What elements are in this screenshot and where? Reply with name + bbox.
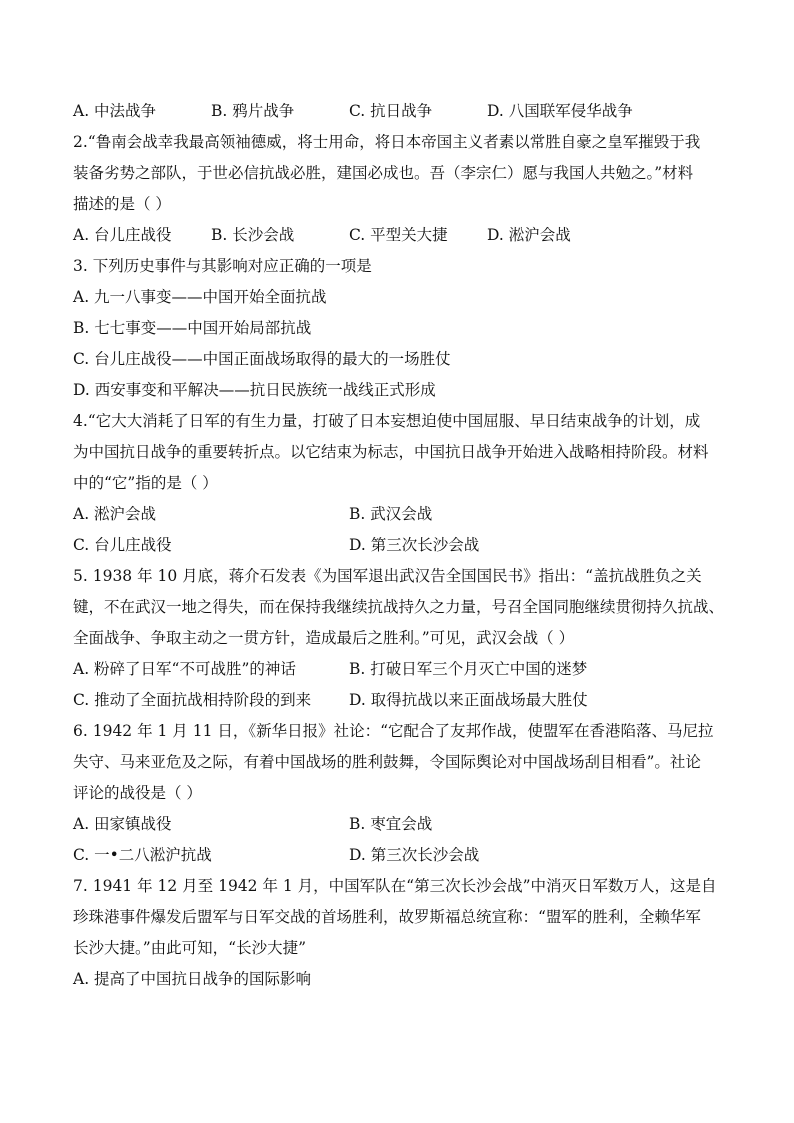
q2-stem-line: 装备劣势之部队，于世必信抗战必胜，建国必成也。吾（李宗仁）愿与我国人共勉之。”材料 — [73, 164, 694, 182]
q4-option-a[interactable]: A. 淞沪会战 — [73, 505, 157, 523]
q6-options-row-2 — [73, 840, 723, 871]
q3-option-c[interactable]: C. 台儿庄战役——中国正面战场取得的最大的一场胜仗 — [73, 350, 451, 368]
q4-options-row-1 — [73, 499, 723, 530]
q5-option-c[interactable]: C. 推动了全面抗战相持阶段的到来 — [73, 691, 312, 709]
q1-option-c[interactable]: C. 抗日战争 — [349, 102, 433, 120]
q3-option-b[interactable]: B. 七七事变——中国开始局部抗战 — [73, 319, 312, 337]
q7-stem — [73, 871, 723, 964]
q5-options-row-2 — [73, 685, 723, 716]
q6-stem-line: 6. 1942 年 1 月 11 日，《新华日报》社论：“它配合了友邦作战，使盟军在香港陷落、马尼拉 — [73, 722, 714, 740]
q4-option-b[interactable]: B. 武汉会战 — [349, 505, 433, 523]
q3-option-a[interactable]: A. 九一八事变——中国开始全面抗战 — [73, 288, 327, 306]
q2-stem — [73, 127, 723, 220]
q5-stem — [73, 561, 723, 654]
q3-stem: 3. 下列历史事件与其影响对应正确的一项是 — [73, 257, 372, 275]
question-list — [73, 96, 723, 995]
q6-option-b[interactable]: B. 枣宜会战 — [349, 815, 433, 833]
q4-stem-line: 为中国抗日战争的重要转折点。以它结束为标志，中国抗日战争开始进入战略相持阶段。材料 — [73, 443, 709, 461]
q4-option-d[interactable]: D. 第三次长沙会战 — [349, 536, 480, 554]
q4-options-row-2 — [73, 530, 723, 561]
q7-option-a[interactable]: A. 提高了中国抗日战争的国际影响 — [73, 970, 312, 988]
q4-stem-line: 中的“它”指的是（ ） — [73, 474, 218, 492]
q2-option-b[interactable]: B. 长沙会战 — [211, 226, 295, 244]
q6-option-d[interactable]: D. 第三次长沙会战 — [349, 846, 480, 864]
q3-option-d[interactable]: D. 西安事变和平解决——抗日民族统一战线正式形成 — [73, 381, 436, 399]
q6-stem-line: 评论的战役是（ ） — [73, 784, 202, 802]
q1-option-d[interactable]: D. 八国联军侵华战争 — [487, 102, 633, 120]
q6-stem — [73, 716, 723, 809]
q1-options — [73, 96, 723, 127]
q6-option-c[interactable]: C. 一•二八淞沪抗战 — [73, 846, 212, 864]
q2-option-d[interactable]: D. 淞沪会战 — [487, 226, 571, 244]
q6-options-row-1 — [73, 809, 723, 840]
q1-option-b[interactable]: B. 鸦片战争 — [211, 102, 295, 120]
q4-stem — [73, 406, 723, 499]
q5-option-a[interactable]: A. 粉碎了日军“不可战胜”的神话 — [73, 660, 296, 678]
q7-stem-line: 长沙大捷。”由此可知，“长沙大捷” — [73, 939, 307, 957]
q4-stem-line: 4.“它大大消耗了日军的有生力量，打破了日本妄想迫使中国屈服、早日结束战争的计划，成 — [73, 412, 701, 430]
q6-option-a[interactable]: A. 田家镇战役 — [73, 815, 172, 833]
q7-stem-line: 珍珠港事件爆发后盟军与日军交战的首场胜利，故罗斯福总统宣称：“盟军的胜利，全赖华军 — [73, 908, 701, 926]
q5-option-b[interactable]: B. 打破日军三个月灭亡中国的迷梦 — [349, 660, 588, 678]
q7-stem-line: 7. 1941 年 12 月至 1942 年 1 月，中国军队在“第三次长沙会战”中消灭日军数万人，这是自 — [73, 877, 717, 895]
q2-options — [73, 220, 723, 251]
q2-option-a[interactable]: A. 台儿庄战役 — [73, 226, 172, 244]
q4-option-c[interactable]: C. 台儿庄战役 — [73, 536, 172, 554]
q5-options-row-1 — [73, 654, 723, 685]
q2-stem-line: 2.“鲁南会战幸我最高领袖德威，将士用命，将日本帝国主义者素以常胜自豪之皇军摧毁于我 — [73, 133, 701, 151]
q5-stem-line: 键，不在武汉一地之得失，而在保持我继续抗战持久之力量，号召全国同胞继续贯彻持久抗战、 — [73, 598, 725, 616]
q1-option-a[interactable]: A. 中法战争 — [73, 102, 157, 120]
q2-stem-line: 描述的是（ ） — [73, 195, 171, 213]
q6-stem-line: 失守、马来亚危及之际，有着中国战场的胜利鼓舞，令国际舆论对中国战场刮目相看”。社论 — [73, 753, 701, 771]
q2-option-c[interactable]: C. 平型关大捷 — [349, 226, 448, 244]
q5-stem-line: 全面战争、争取主动之一贯方针，造成最后之胜利。”可见，武汉会战（ ） — [73, 629, 575, 647]
q5-option-d[interactable]: D. 取得抗战以来正面战场最大胜仗 — [349, 691, 588, 709]
q5-stem-line: 5. 1938 年 10 月底，蒋介石发表《为国军退出武汉告全国国民书》指出：“盖抗战胜负之关 — [73, 567, 702, 585]
